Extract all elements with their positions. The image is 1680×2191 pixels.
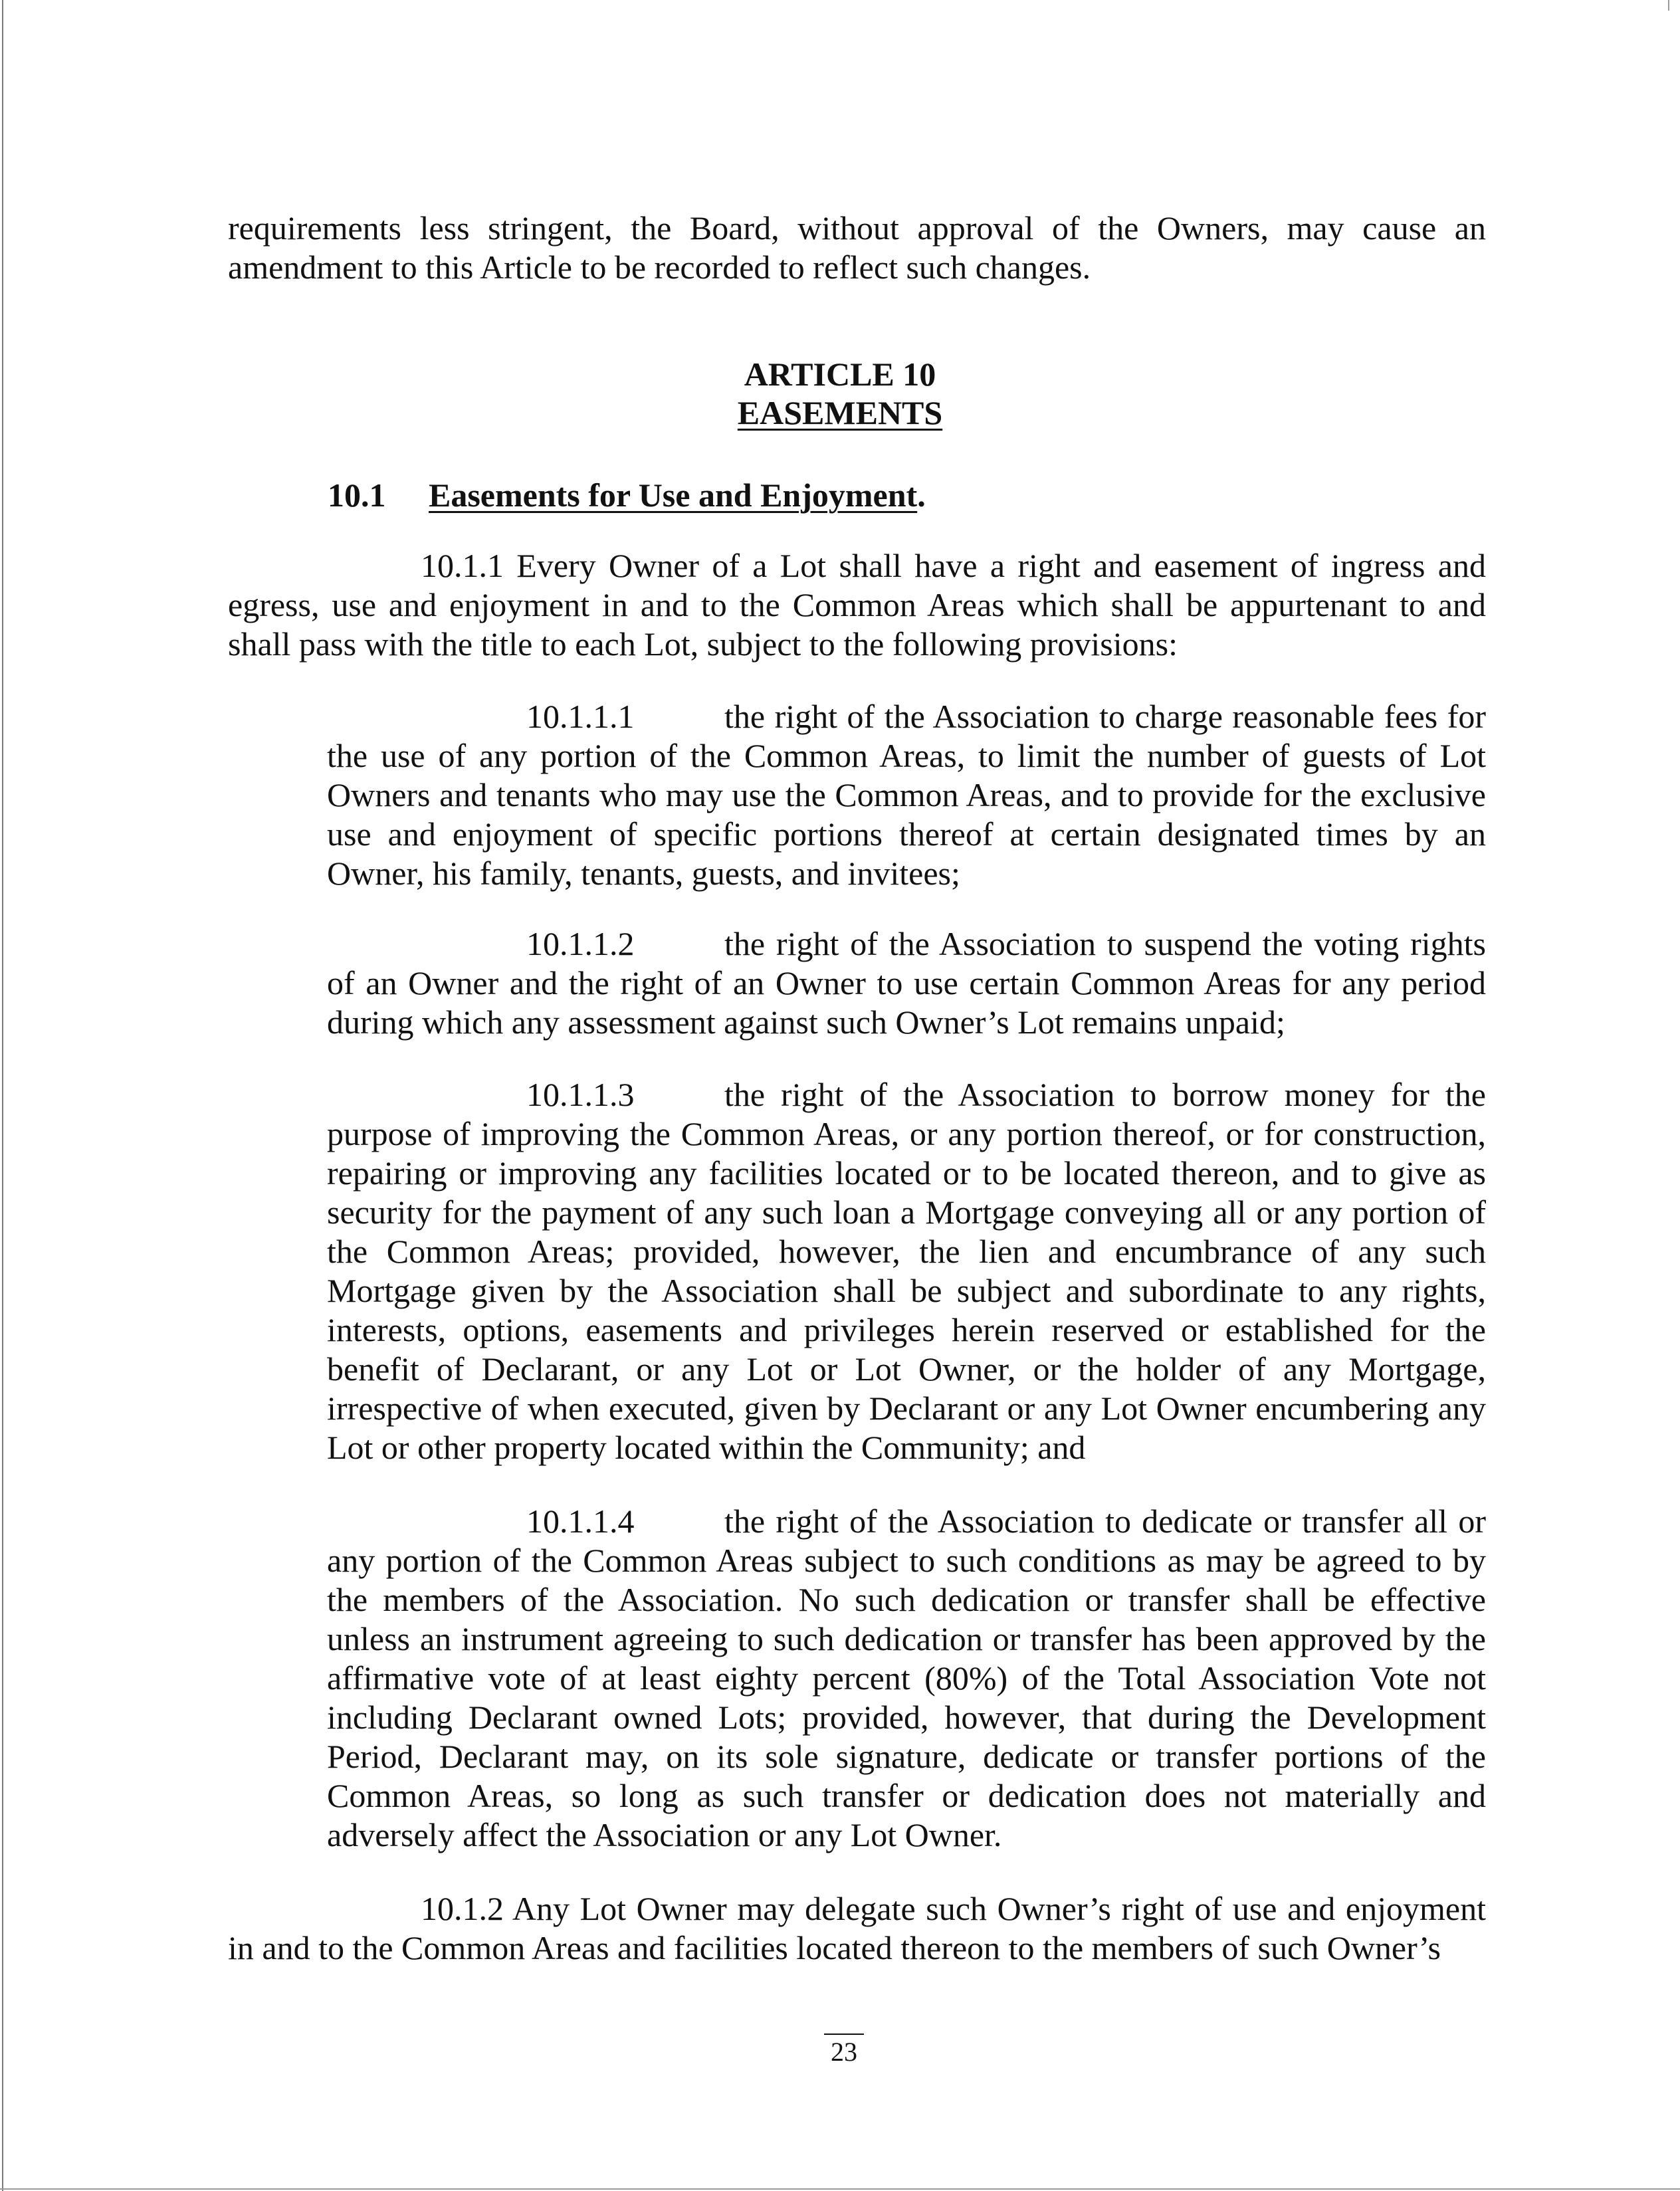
article-number: ARTICLE 10 [744,356,936,393]
article-title-text: EASEMENTS [737,394,943,431]
subparagraph-text: the right of the Association to charge reasonable fees for the use of any portion of the Common Areas, to limit the number of guests of Lot Owners and tenants who may use the Common Areas, and to provide for the exclusive use and enjoyment of specific portions thereof at certain designated times by an Owner, his family, tenants, guests, and invitees; [327,698,1486,892]
subparagraph-number: 10.1.1.3 [526,1076,635,1113]
subparagraph-text: the right of the Association to suspend the voting rights of an Owner and the right of an Owner to use certain Common Areas for any period during which any assessment against such Owner’s Lot remains unpaid; [327,925,1486,1041]
subparagraph-10-1-1-2 [327,924,1486,1042]
section-title-period: . [917,476,926,514]
subparagraph-number: 10.1.1.1 [526,698,635,735]
subparagraph-number: 10.1.1.2 [526,925,635,962]
scan-top-tick [1668,0,1669,11]
subparagraph-text: the right of the Association to dedicate or transfer all or any portion of the Common Areas subject to such conditions as may be agreed to by the members of the Association. No such dedication or transfer shall be effective unless an instrument agreeing to such dedication or transfer has been approved by the affirmative vote of at least eighty percent (80%) of the Total Association Vote not including Declarant owned Lots; provided, however, that during the Development Period, Declarant may, on its sole signature, dedicate or transfer portions of the Common Areas, so long as such transfer or dedication does not materially and adversely affect the Association or any Lot Owner. [327,1503,1486,1853]
scan-left-edge [2,0,3,2191]
section-title: Easements for Use and Enjoyment [429,476,918,514]
intro-paragraph: requirements less stringent, the Board, without approval of the Owners, may cause an amendment to this Article to be recorded to reflect such changes. [228,209,1486,286]
subparagraph-text: the right of the Association to borrow money for the purpose of improving the Common Areas, or any portion thereof, or for construction, repairing or improving any facilities located or to be located thereon, and to give as security for the payment of any such loan a Mortgage conveying all or any portion of the Common Areas; provided, however, the lien and encumbrance of any such Mortgage given by the Association shall be subject and subordinate to any rights, interests, options, easements and privileges herein reserved or established for the benefit of Declarant, or any Lot or Lot Owner, or the holder of any Mortgage, irrespective of when executed, given by Declarant or any Lot Owner encumbering any Lot or other property located within the Community; and [327,1076,1486,1466]
subparagraph-10-1-1-3 [327,1075,1486,1467]
section-number: 10.1 [328,476,386,514]
article-title [0,393,1680,433]
page-number: 23 [824,2034,864,2068]
subparagraph-10-1-1-4 [327,1502,1486,1855]
section-heading [328,476,926,515]
paragraph-10-1-2: 10.1.2 Any Lot Owner may delegate such Owner’s right of use and enjoyment in and to the Common Areas and facilities located thereon to the members of such Owner’s [228,1890,1486,1966]
subparagraph-10-1-1-1 [327,697,1486,893]
scan-bottom-edge [0,2188,1680,2190]
paragraph-10-1-1: 10.1.1 Every Owner of a Lot shall have a right and easement of ingress and egress, use and enjoyment in and to the Common Areas which shall be appurtenant to and shall pass with the title to each Lot, subject to the following provisions: [228,547,1486,663]
subparagraph-number: 10.1.1.4 [526,1503,635,1540]
